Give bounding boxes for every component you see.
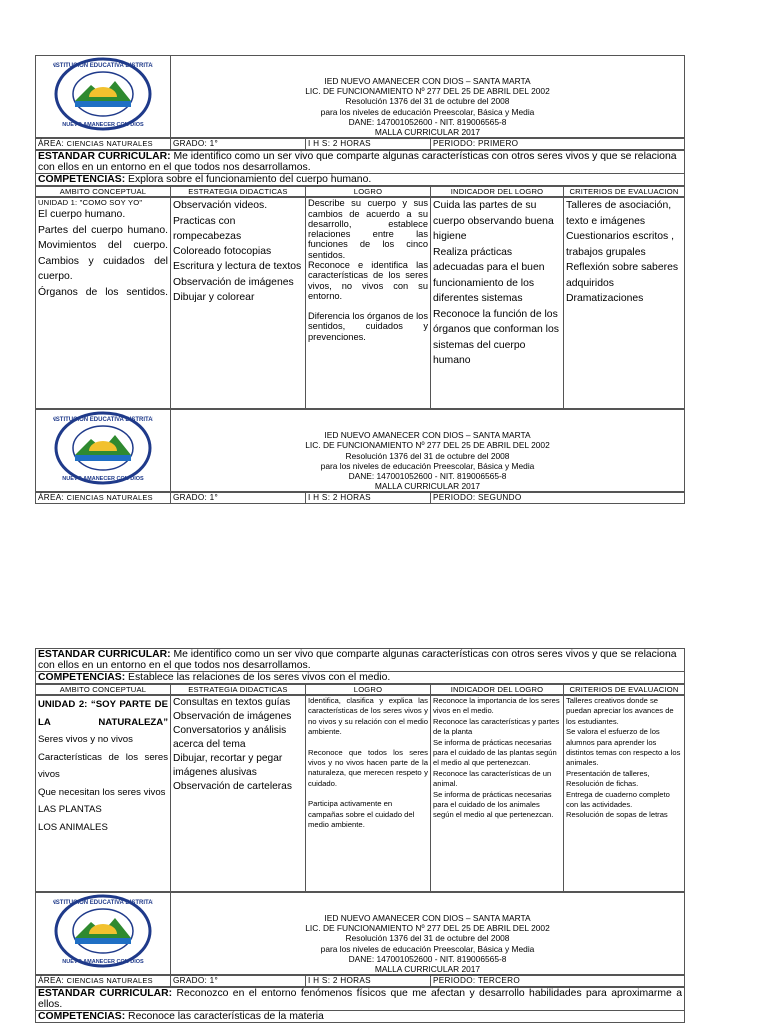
curriculum-page-1: [35, 55, 685, 504]
ihs-cell: I H S: 2 HORAS: [306, 493, 431, 504]
criterios-cell: Talleres de asociación, texto e imágenes Cuestionarios escritos , trabajos grupales Reflexión sobre saberes adquiridos Dramatizaciones: [564, 198, 685, 409]
curriculum-page-2: [35, 648, 685, 1023]
header-line-2: LIC. DE FUNCIONAMIENTO Nº 277 DEL 25 DE ABRIL DEL 2002: [305, 440, 550, 451]
school-logo-cell: [36, 893, 171, 975]
logro-cell: Identifica, clasifica y explica las características de los seres vivos y no vivos y su relación con el medio ambiente. Reconoce que todos los seres vivos y no vivos hacen parte de la naturaleza, que merecen respeto y cuidado. Participa activamente en campañas sobre el cuidado del medio ambiente.: [306, 696, 431, 892]
col-criterios: CRITERIOS DE EVALUACION: [564, 685, 685, 695]
area-cell: ÁREA: CIENCIAS NATURALES: [36, 139, 171, 150]
col-logro: LOGRO: [306, 685, 431, 695]
col-ambito: AMBITO CONCEPTUAL: [36, 685, 171, 695]
grado-cell: GRADO: 1°: [171, 976, 306, 987]
col-logro: LOGRO: [306, 187, 431, 197]
grado-cell: GRADO: 1°: [171, 493, 306, 504]
school-info: [171, 56, 685, 138]
area-cell: ÁREA: CIENCIAS NATURALES: [36, 493, 171, 504]
svg-text:INSTITUCIÓN EDUCATIVA DISTRITA: INSTITUCIÓN EDUCATIVA DISTRITAL: [53, 900, 153, 907]
ihs-cell: I H S: 2 HORAS: [306, 976, 431, 987]
header-line-6: MALLA CURRICULAR 2017: [374, 481, 481, 492]
header-line-5: DANE: 147001052600 - NIT. 819006565-8: [348, 953, 507, 964]
header-line-5: DANE: 147001052600 - NIT. 819006565-8: [348, 471, 507, 482]
header-line-4: para los niveles de educación Preescolar, Básica y Media: [320, 943, 535, 954]
ambito-cell: UNIDAD 1: "COMO SOY YO" El cuerpo humano. Partes del cuerpo humano. Movimientos del cuerpo. Cambios y cuidados del cuerpo. Órganos de los sentidos.: [36, 198, 171, 409]
criterios-cell: Talleres creativos donde se puedan apreciar los avances de los estudiantes. Se valora el esfuerzo de los alumnos para aprender los distintos temas con respecto a los animales. Presentación de talleres, Resolución de fichas. Entrega de cuaderno completo con las actividades. Resolución de sopas de letras: [564, 696, 685, 892]
column-headers-2: [35, 684, 685, 695]
header-line-4: para los niveles de educación Preescolar, Básica y Media: [320, 460, 535, 471]
svg-text:INSTITUCIÓN EDUCATIVA DISTRITA: INSTITUCIÓN EDUCATIVA DISTRITAL: [53, 63, 153, 70]
ambito-cell: UNIDAD 2: “SOY PARTE DE LA NATURALEZA” Seres vivos y no vivos Características de los seres vivos Que necesitan los seres vivos LAS PLANTAS LOS ANIMALES: [36, 696, 171, 892]
periodo-cell: PERIODO: SEGUNDO: [431, 493, 685, 504]
school-header-2: [35, 409, 685, 492]
school-info: [171, 893, 685, 975]
estandar-1: ESTANDAR CURRICULAR: Me identifico como un ser vivo que comparte algunas características con otros seres vivos y que se relaciona con ellos en un entorno en el que todos nos desarrollamos. COMPETENCIAS: Explora sobre el funcionamiento del cuerpo humano.: [35, 150, 685, 186]
school-emblem-icon: [53, 411, 153, 485]
header-line-1: IED NUEVO AMANECER CON DIOS – SANTA MARTA: [324, 76, 531, 86]
content-table-1: [35, 197, 685, 409]
estrategia-cell: Observación videos. Practicas con rompecabezas Coloreado fotocopias Escritura y lectura de textos Observación de imágenes Dibujar y colorear: [171, 198, 306, 409]
header-line-3: Resolución 1376 del 31 de octubre del 2008: [345, 933, 510, 944]
estandar-3: ESTANDAR CURRICULAR: Reconozco en el entorno fenómenos físicos que me afectan y desarrollo habilidades para aproximarme a ellos. COMPETENCIAS: Reconoce las características de la materia: [35, 987, 685, 1023]
content-table-2: [35, 695, 685, 892]
header-line-5: DANE: 147001052600 - NIT. 819006565-8: [348, 116, 507, 127]
meta-row-1: [35, 138, 685, 150]
col-criterios: CRITERIOS DE EVALUACION: [564, 187, 685, 197]
ihs-cell: I H S: 2 HORAS: [306, 139, 431, 150]
header-line-1: IED NUEVO AMANECER CON DIOS – SANTA MARTA: [324, 430, 531, 441]
meta-row-3: [35, 975, 685, 987]
header-line-3: Resolución 1376 del 31 de octubre del 2008: [345, 96, 510, 107]
col-ambito: AMBITO CONCEPTUAL: [36, 187, 171, 197]
indicador-cell: Cuida las partes de su cuerpo observando buena higiene Realiza prácticas adecuadas para el buen funcionamiento de los diferentes sistemas Reconoce la función de los órganos que conforman los sistemas del cuerpo humano: [431, 198, 564, 409]
periodo-cell: PERIODO: TERCERO: [431, 976, 685, 987]
school-header-1: [35, 55, 685, 138]
col-estrategia: ESTRATEGIA DIDACTICAS: [171, 685, 306, 695]
svg-text:NUEVO AMANECER CON DIOS: NUEVO AMANECER CON DIOS: [62, 122, 144, 129]
header-line-2: LIC. DE FUNCIONAMIENTO Nº 277 DEL 25 DE ABRIL DEL 2002: [305, 86, 550, 97]
header-line-6: MALLA CURRICULAR 2017: [374, 964, 481, 975]
school-emblem-icon: [53, 57, 153, 131]
meta-row-2: [35, 492, 685, 504]
col-indicador: INDICADOR DEL LOGRO: [431, 187, 564, 197]
school-header-3: [35, 892, 685, 975]
header-line-6: MALLA CURRICULAR 2017: [374, 127, 481, 138]
col-estrategia: ESTRATEGIA DIDACTICAS: [171, 187, 306, 197]
indicador-cell: Reconoce la importancia de los seres vivos en el medio. Reconoce las características y partes de la planta Se informa de prácticas necesarias para el cuidado de las plantas según el medio al que pertenezcan. Reconoce las características de un animal. Se informa de prácticas necesarias para el cuidado de los animales según el medio al que pertenezcan.: [431, 696, 564, 892]
svg-text:NUEVO AMANECER CON DIOS: NUEVO AMANECER CON DIOS: [62, 476, 144, 483]
area-cell: ÁREA: CIENCIAS NATURALES: [36, 976, 171, 987]
school-logo-cell: [36, 410, 171, 492]
periodo-cell: PERIODO: PRIMERO: [431, 139, 685, 150]
header-line-3: Resolución 1376 del 31 de octubre del 2008: [345, 450, 510, 461]
header-line-4: para los niveles de educación Preescolar, Básica y Media: [320, 106, 535, 117]
school-emblem-icon: [53, 894, 153, 968]
column-headers-1: [35, 186, 685, 197]
header-line-2: LIC. DE FUNCIONAMIENTO Nº 277 DEL 25 DE ABRIL DEL 2002: [305, 923, 550, 934]
estrategia-cell: Consultas en textos guías Observación de imágenes Conversatorios y análisis acerca del tema Dibujar, recortar y pegar imágenes alusivas Observación de carteleras: [171, 696, 306, 892]
svg-text:INSTITUCIÓN EDUCATIVA DISTRITA: INSTITUCIÓN EDUCATIVA DISTRITAL: [53, 417, 153, 424]
school-info: [171, 410, 685, 492]
logro-cell: Describe su cuerpo y sus cambios de acuerdo a su desarrollo, establece relaciones entre las funciones de los cinco sentidos. Reconoce e identifica las características de los seres vivos, no vivos con su entorno. Diferencia los órganos de los sentidos, cuidados y prevenciones.: [306, 198, 431, 409]
grado-cell: GRADO: 1°: [171, 139, 306, 150]
estandar-2: ESTANDAR CURRICULAR: Me identifico como un ser vivo que comparte algunas características con otros seres vivos y que se relaciona con ellos en un entorno en el que todos nos desarrollamos. COMPETENCIAS: Establece las relaciones de los seres vivos con el medio.: [35, 648, 685, 684]
svg-text:NUEVO AMANECER CON DIOS: NUEVO AMANECER CON DIOS: [62, 959, 144, 966]
col-indicador: INDICADOR DEL LOGRO: [431, 685, 564, 695]
header-line-1: IED NUEVO AMANECER CON DIOS – SANTA MARTA: [324, 913, 531, 923]
school-logo-cell: [36, 56, 171, 138]
